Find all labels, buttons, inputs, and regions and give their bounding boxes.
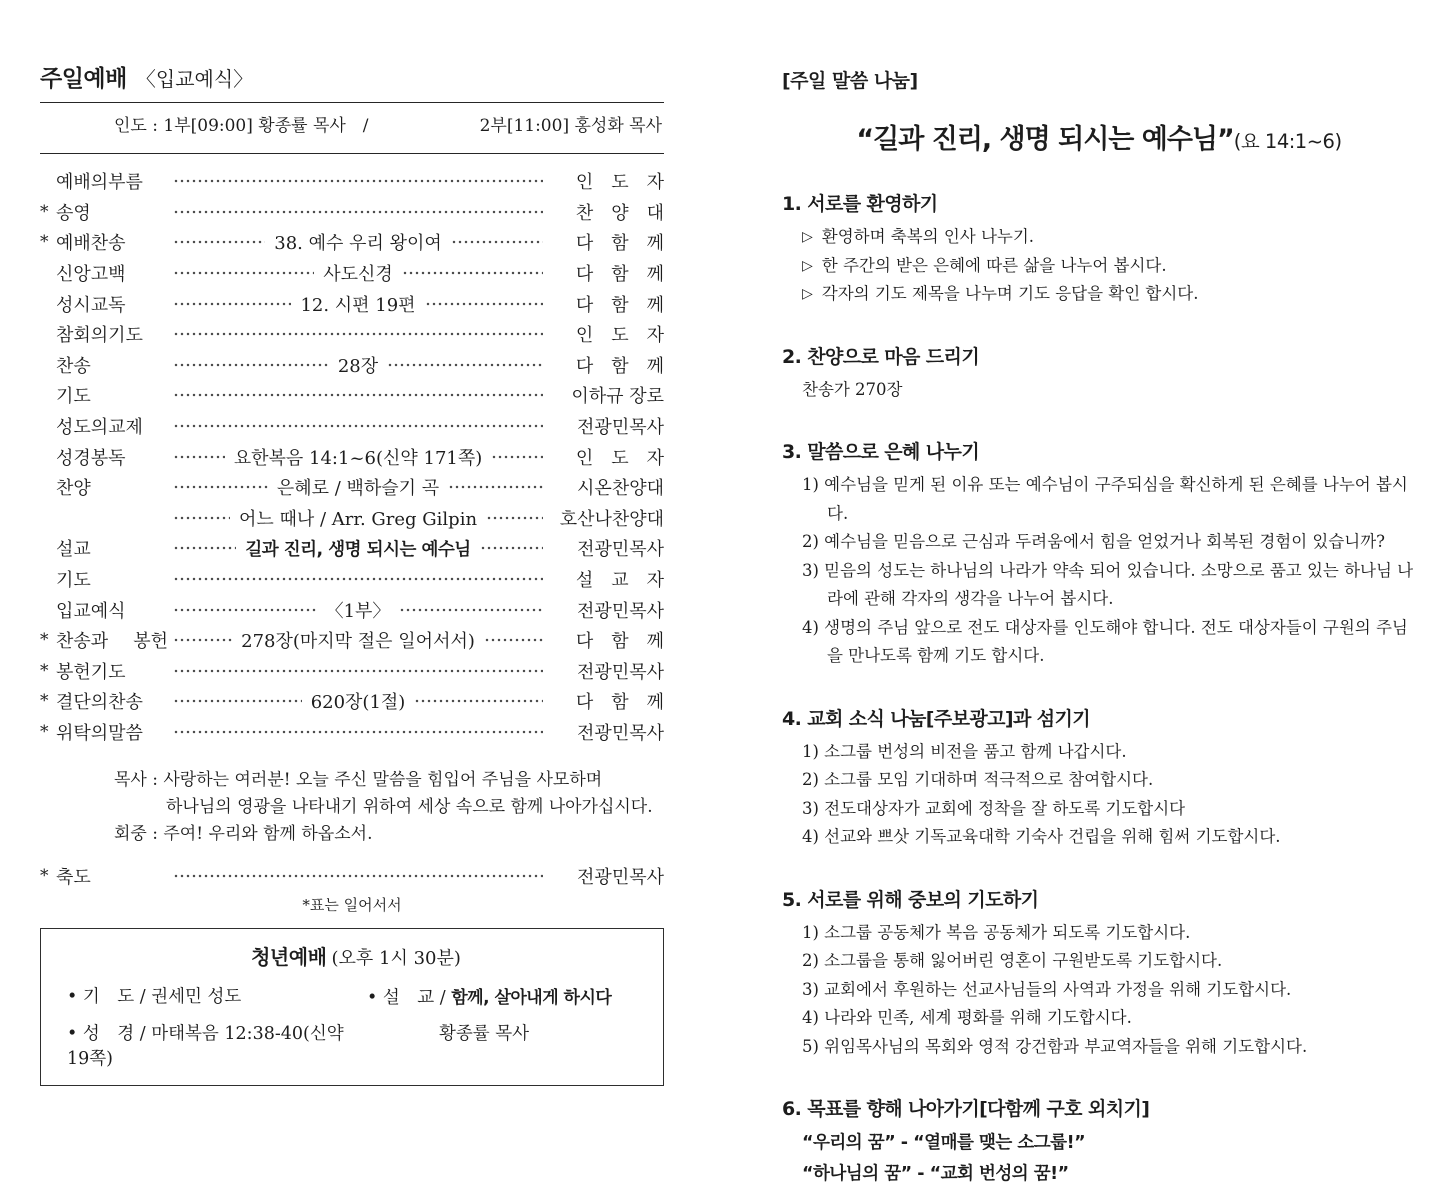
order-detail: 요한복음 14:1~6(신약 171쪽) xyxy=(233,447,483,469)
dotted-leader xyxy=(173,540,236,556)
order-label: 참회의기도 xyxy=(56,325,143,347)
order-row xyxy=(40,656,664,687)
stand-note: *표는 일어서서 xyxy=(302,895,402,914)
worship-order-header xyxy=(40,60,664,93)
order-right: 이하규 장로 xyxy=(571,386,664,408)
order-row xyxy=(40,503,664,534)
section-heading: 4. 교회 소식 나눔[주보광고]과 섬기기 xyxy=(782,707,1091,730)
section-heading: 2. 찬양으로 마음 드리기 xyxy=(782,345,980,368)
order-row xyxy=(40,166,664,197)
order-right: 전광민목사 xyxy=(577,866,664,888)
dotted-leader xyxy=(480,540,543,556)
triangle-bullet-icon: ▷ xyxy=(802,257,813,274)
order-right: 다 함 께 xyxy=(575,233,665,255)
dotted-leader xyxy=(173,296,291,312)
order-row xyxy=(40,472,664,503)
order-row xyxy=(40,380,664,411)
order-right: 다 함 께 xyxy=(575,264,664,286)
order-row xyxy=(40,227,664,258)
section-church-news xyxy=(782,704,1416,852)
order-row xyxy=(40,411,664,442)
order-detail: 사도신경 xyxy=(323,264,393,286)
order-label: 예배찬송 xyxy=(56,233,126,255)
congregation-line: 회중 : 주여! 우리와 함께 하옵소서. xyxy=(114,824,373,845)
order-label: 축도 xyxy=(56,866,91,888)
order-right: 다 함 께 xyxy=(575,631,665,653)
order-detail: 620장(1절) xyxy=(310,692,406,714)
list-item xyxy=(802,252,1416,281)
list-item: 2) 소그룹 모임 기대하며 적극적으로 참여합시다. xyxy=(802,770,1154,789)
dotted-leader xyxy=(448,479,543,495)
order-row xyxy=(40,594,664,625)
order-right: 인 도 자 xyxy=(575,447,665,469)
youth-worship-box xyxy=(40,928,664,1086)
dotted-leader xyxy=(484,632,543,648)
conductor-first-service: 인도 : 1부[09:00] 황종률 목사 / xyxy=(114,116,369,136)
page-subtitle: 〈입교예식〉 xyxy=(135,67,254,91)
order-row xyxy=(40,533,664,564)
order-row xyxy=(40,197,664,228)
order-right: 찬 양 대 xyxy=(575,202,664,224)
order-detail: 은혜로 / 백하슬기 곡 xyxy=(276,478,440,500)
stand-marker: * xyxy=(40,660,49,681)
order-right: 전광민목사 xyxy=(577,600,664,622)
dotted-leader xyxy=(425,296,543,312)
order-label: 성도의교제 xyxy=(56,417,143,439)
order-detail: 278장(마지막 절은 일어서서) xyxy=(241,631,475,653)
dotted-leader xyxy=(173,173,543,189)
list-item xyxy=(802,223,1416,252)
section-welcome xyxy=(782,189,1416,309)
item-text: 환영하며 축복의 인사 나누기. xyxy=(821,227,1035,246)
list-item: 2) 소그룹을 통해 잃어버린 영혼이 구원받도록 기도합시다. xyxy=(802,951,1223,970)
dotted-leader xyxy=(491,449,543,465)
order-label: 송영 xyxy=(56,202,91,224)
order-right: 전광민목사 xyxy=(577,722,664,744)
dotted-leader xyxy=(173,204,543,220)
pastor-line-continued: 하나님의 영광을 나타내기 위하여 세상 속으로 함께 나아가십시다. xyxy=(166,797,653,818)
stand-marker: * xyxy=(40,865,49,886)
order-row xyxy=(40,258,664,289)
worship-order-column xyxy=(40,60,664,1086)
order-right: 다 함 께 xyxy=(575,294,665,316)
order-right: 다 함 께 xyxy=(575,355,665,377)
order-detail: 어느 때나 / Arr. Greg Gilpin xyxy=(238,508,478,530)
order-right: 전광민목사 xyxy=(577,539,665,561)
stand-marker: * xyxy=(40,201,49,222)
sharing-section-tag: [주일 말씀 나눔] xyxy=(782,70,918,92)
order-label: 신앙고백 xyxy=(56,264,126,286)
order-label: 성경봉독 xyxy=(56,447,126,469)
stand-marker: * xyxy=(40,232,49,253)
order-label: 봉헌기도 xyxy=(56,661,126,683)
dotted-leader xyxy=(451,234,543,250)
list-item: 3) 전도대상자가 교회에 정착을 잘 하도록 기도합시다 xyxy=(802,798,1186,818)
youth-sermon-title: 함께, 살아내게 하시다 xyxy=(451,987,612,1008)
dotted-leader xyxy=(173,510,230,526)
section-items xyxy=(782,223,1416,309)
section-items xyxy=(782,376,1416,405)
dotted-leader xyxy=(414,693,543,709)
slogan-line: “우리의 꿈” - “열매를 맺는 소그룹!” xyxy=(802,1133,1086,1153)
order-right: 다 함 께 xyxy=(575,692,665,714)
dotted-leader xyxy=(173,663,543,679)
order-detail: 〈1부〉 xyxy=(325,600,391,622)
order-right: 설 교 자 xyxy=(575,570,664,592)
list-item: 4) 생명의 주님 앞으로 전도 대상자를 인도해야 합니다. 전도 대상자들이 구원의 주님을 만나도록 함께 기도 합시다. xyxy=(802,617,1408,665)
triangle-bullet-icon: ▷ xyxy=(802,286,813,302)
list-item: 5) 위임목사님의 목회와 영적 강건함과 부교역자들을 위해 기도합시다. xyxy=(802,1036,1308,1056)
order-label: 찬양 xyxy=(56,478,91,500)
youth-sermon xyxy=(367,983,645,1009)
stand-marker: * xyxy=(40,721,49,742)
section-heading: 6. 목표를 향해 나아가기[다함께 구호 외치기] xyxy=(782,1098,1150,1120)
dotted-leader xyxy=(173,632,232,648)
dotted-leader xyxy=(399,602,543,618)
order-detail: 38. 예수 우리 왕이여 xyxy=(274,233,442,255)
order-label: 찬송과 봉헌 xyxy=(56,631,168,653)
youth-scripture: • 성 경 / 마태복음 12:38-40(신약 19쪽) xyxy=(67,1023,344,1069)
youth-sermon-label: • 설 교 / xyxy=(367,987,452,1008)
order-right: 인 도 자 xyxy=(575,172,664,194)
dotted-leader xyxy=(173,265,314,281)
sermon-title-quote: “길과 진리, 생명 되시는 예수님” xyxy=(856,124,1234,155)
section-heading: 3. 말씀으로 은혜 나누기 xyxy=(782,441,980,463)
sermon-scripture-ref: (요 14:1~6) xyxy=(1233,130,1342,153)
list-item: 1) 소그룹 번성의 비전을 품고 함께 나갑시다. xyxy=(802,741,1127,761)
triangle-bullet-icon: ▷ xyxy=(802,229,813,245)
sermon-title: 길과 진리, 생명 되시는 예수님 xyxy=(245,539,471,560)
order-row xyxy=(40,717,664,748)
section-items xyxy=(782,471,1416,671)
benediction-row xyxy=(40,860,664,891)
order-detail: 12. 시편 19편 xyxy=(300,294,416,316)
order-row xyxy=(40,625,664,656)
list-item: 찬송가 270장 xyxy=(802,379,903,399)
dotted-leader xyxy=(173,693,302,709)
order-row xyxy=(40,564,664,595)
youth-worship-header xyxy=(67,941,645,970)
order-row xyxy=(40,686,664,717)
conductor-line xyxy=(40,103,664,144)
order-label: 예배의부름 xyxy=(56,172,143,194)
dotted-leader xyxy=(173,479,268,495)
dotted-leader xyxy=(173,724,543,740)
section-items xyxy=(782,919,1416,1062)
dotted-leader xyxy=(173,868,543,884)
order-row xyxy=(40,441,664,472)
order-right: 전광민목사 xyxy=(577,417,664,439)
section-heading: 5. 서로를 위해 중보의 기도하기 xyxy=(782,888,1039,911)
youth-preacher: 황종률 목사 xyxy=(439,1023,530,1044)
youth-worship-title: 청년예배 xyxy=(251,944,327,969)
dotted-leader xyxy=(173,602,317,618)
order-row xyxy=(40,319,664,350)
section-items xyxy=(782,738,1416,852)
pastor-congregation-response xyxy=(114,767,664,848)
dotted-leader xyxy=(173,387,543,403)
list-item: 3) 믿음의 성도는 하나님의 나라가 약속 되어 있습니다. 소망으로 품고 있는 하나님 나라에 관해 각자의 생각을 나누어 봅시다. xyxy=(802,560,1414,608)
dotted-leader xyxy=(486,510,543,526)
order-right: 인 도 자 xyxy=(575,325,664,347)
dotted-leader xyxy=(173,449,225,465)
section-word-sharing xyxy=(782,437,1416,671)
sharing-sermon-title xyxy=(782,117,1416,156)
section-goal xyxy=(782,1094,1416,1190)
item-text: 각자의 기도 제목을 나누며 기도 응답을 확인 합시다. xyxy=(821,284,1199,303)
order-label: 결단의찬송 xyxy=(56,692,143,714)
dotted-leader xyxy=(173,571,543,587)
order-row xyxy=(40,288,664,319)
page-title: 주일예배 xyxy=(40,66,127,92)
order-label: 찬송 xyxy=(56,355,91,377)
youth-prayer: • 기 도 / 권세민 성도 xyxy=(67,986,242,1007)
order-detail: 28장 xyxy=(337,355,379,377)
stand-marker: * xyxy=(40,691,49,712)
item-text: 한 주간의 받은 은혜에 따른 삶을 나누어 봅시다. xyxy=(821,255,1167,275)
dotted-leader xyxy=(173,326,543,342)
dotted-leader xyxy=(387,357,543,373)
list-item: 4) 선교와 쁘삿 기독교육대학 기숙사 건립을 위해 힘써 기도합시다. xyxy=(802,827,1281,846)
pastor-line: 목사 : 사랑하는 여러분! 오늘 주신 말씀을 힘입어 주님을 사모하며 xyxy=(114,770,603,791)
list-item: 3) 교회에서 후원하는 선교사님들의 사역과 가정을 위해 기도합시다. xyxy=(802,979,1292,999)
order-right: 시온찬양대 xyxy=(577,478,664,500)
divider xyxy=(40,153,664,154)
order-row xyxy=(40,350,664,381)
order-of-worship xyxy=(40,166,664,747)
section-intercession xyxy=(782,885,1416,1062)
section-items xyxy=(782,1128,1416,1190)
youth-worship-time: (오후 1시 30분) xyxy=(331,947,461,969)
dotted-leader xyxy=(173,418,543,434)
order-label: 성시교독 xyxy=(56,294,126,316)
dotted-leader xyxy=(402,265,543,281)
dotted-leader xyxy=(173,234,265,250)
order-label: 위탁의말씀 xyxy=(56,722,143,744)
list-item: 2) 예수님을 믿음으로 근심과 두려움에서 힘을 얻었거나 회복된 경험이 있습니까? xyxy=(802,532,1386,551)
order-label: 기도 xyxy=(56,386,91,408)
word-sharing-column xyxy=(782,66,1416,1190)
conductor-second-service: 2부[11:00] 홍성화 목사 xyxy=(479,116,662,136)
order-right: 전광민목사 xyxy=(577,661,664,683)
list-item: 4) 나라와 민족, 세계 평화를 위해 기도합시다. xyxy=(802,1008,1132,1027)
list-item: 1) 예수님을 믿게 된 이유 또는 예수님이 구주되심을 확신하게 된 은혜를 나누어 봅시다. xyxy=(802,475,1408,523)
dotted-leader xyxy=(173,357,329,373)
list-item xyxy=(802,280,1416,309)
section-praise xyxy=(782,342,1416,405)
section-heading: 1. 서로를 환영하기 xyxy=(782,193,938,215)
slogan-line: “하나님의 꿈” - “교회 번성의 꿈!” xyxy=(802,1164,1069,1184)
order-right: 호산나찬양대 xyxy=(559,508,665,530)
stand-marker: * xyxy=(40,630,49,651)
youth-worship-details xyxy=(67,983,645,1070)
order-label: 기도 xyxy=(56,570,91,592)
order-label: 설교 xyxy=(56,539,91,561)
list-item: 1) 소그룹 공동체가 복음 공동체가 되도록 기도합시다. xyxy=(802,922,1191,942)
order-label: 입교예식 xyxy=(56,600,126,622)
